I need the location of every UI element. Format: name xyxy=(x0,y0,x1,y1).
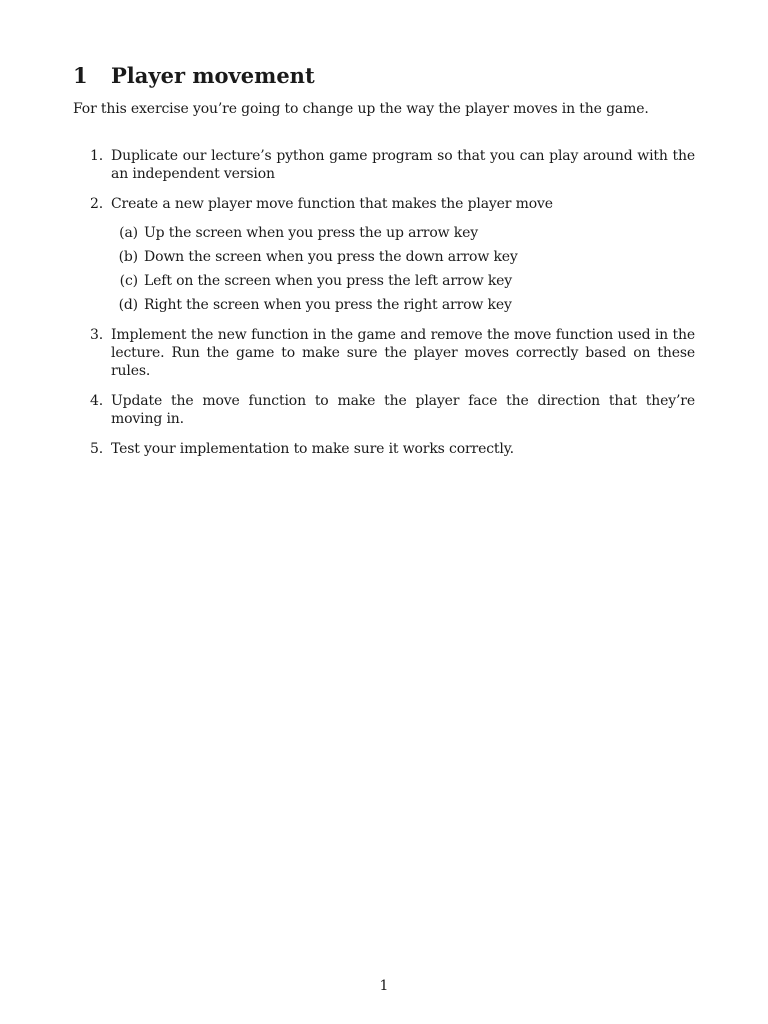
intro-paragraph: For this exercise you’re going to change up the way the player moves in the game. xyxy=(73,101,649,117)
list-item xyxy=(73,392,695,428)
section-number: 1 xyxy=(73,63,88,88)
list-item-text: Implement the new function in the game and remove the move function used in the lecture. Run the game to make sure the player moves correctly based on these rules. xyxy=(111,327,695,379)
sub-list-item-marker: (b) xyxy=(118,249,138,265)
list-item-text: Duplicate our lecture’s python game program so that you can play around with the an independent version xyxy=(111,148,695,182)
list-item-marker: 3. xyxy=(89,327,103,343)
list-item xyxy=(73,195,695,314)
sub-list-item-text: Up the screen when you press the up arrow key xyxy=(144,225,478,241)
sub-list-item-marker: (a) xyxy=(119,225,138,241)
sub-list-item-marker: (d) xyxy=(118,297,138,313)
list-item-marker: 1. xyxy=(89,148,103,164)
sub-list-item xyxy=(111,296,695,314)
sub-list-item xyxy=(111,272,695,290)
sub-list-item xyxy=(111,248,695,266)
section-heading xyxy=(73,62,695,90)
list-item-marker: 2. xyxy=(89,196,103,212)
list-item xyxy=(73,147,695,183)
list-item-marker: 5. xyxy=(89,441,103,457)
list-item-text: Test your implementation to make sure it works correctly. xyxy=(111,441,514,457)
list-item xyxy=(73,326,695,380)
sub-list-item-text: Down the screen when you press the down arrow key xyxy=(144,249,518,265)
section-title: Player movement xyxy=(111,63,315,88)
sub-list-item xyxy=(111,224,695,242)
list-item xyxy=(73,440,695,458)
sub-list-item-text: Left on the screen when you press the left arrow key xyxy=(144,273,513,289)
list-item-text: Update the move function to make the player face the direction that they’re moving in. xyxy=(111,393,695,427)
list-item-text: Create a new player move function that makes the player move xyxy=(111,196,553,212)
sub-list-item-text: Right the screen when you press the right arrow key xyxy=(144,297,512,313)
sub-list xyxy=(111,224,695,314)
page-number: 1 xyxy=(379,978,389,994)
sub-list-item-marker: (c) xyxy=(119,273,138,289)
page-content xyxy=(73,62,695,470)
list-item-marker: 4. xyxy=(89,393,103,409)
exercise-list xyxy=(73,147,695,458)
